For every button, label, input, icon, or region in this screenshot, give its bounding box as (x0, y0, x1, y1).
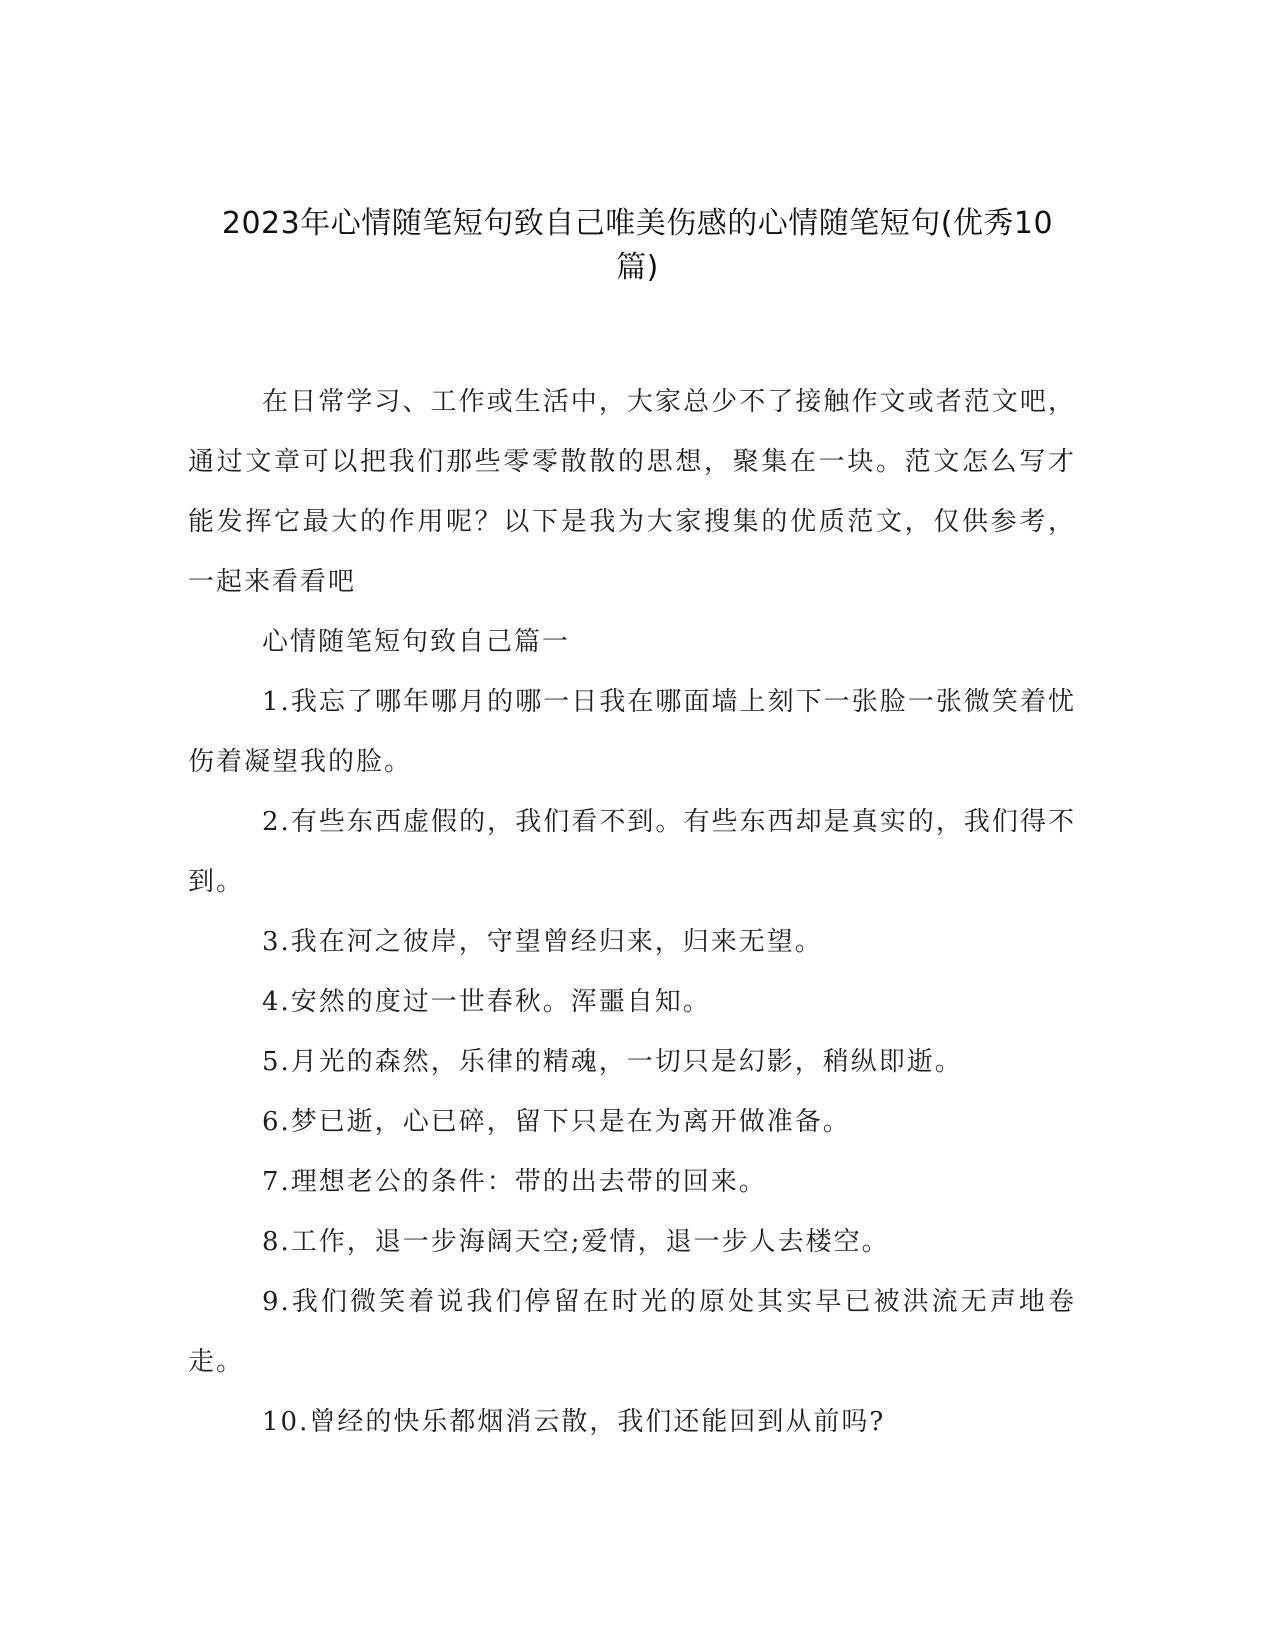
document-title (150, 202, 1125, 290)
list-item: 3.我在河之彼岸，守望曾经归来，归来无望。 (262, 927, 823, 957)
section-heading: 心情随笔短句致自己篇一 (262, 627, 571, 657)
list-item: 2.有些东西虚假的，我们看不到。有些东西却是真实的，我们得不到。 (188, 807, 1076, 897)
title-line-1: 2023年心情随笔短句致自己唯美伤感的心情随笔短句(优秀10 (221, 206, 1054, 241)
list-item: 5.月光的森然，乐律的精魂，一切只是幻影，稍纵即逝。 (262, 1047, 963, 1077)
document-body (188, 372, 1076, 1452)
list-item: 1.我忘了哪年哪月的哪一日我在哪面墙上刻下一张脸一张微笑着忧伤着凝望我的脸。 (188, 687, 1076, 777)
title-line-2: 篇) (616, 250, 659, 285)
intro-paragraph: 在日常学习、工作或生活中，大家总少不了接触作文或者范文吧，通过文章可以把我们那些零零散散的思想，聚集在一块。范文怎么写才能发挥它最大的作用呢？以下是我为大家搜集的优质范文，仅供参考，一起来看看吧 (188, 387, 1076, 597)
list-item: 7.理想老公的条件：带的出去带的回来。 (262, 1167, 767, 1197)
list-item: 6.梦已逝，心已碎，留下只是在为离开做准备。 (262, 1107, 851, 1137)
list-item: 8.工作，退一步海阔天空;爱情，退一步人去楼空。 (262, 1227, 890, 1257)
list-item: 4.安然的度过一世春秋。浑噩自知。 (262, 987, 711, 1017)
list-item: 9.我们微笑着说我们停留在时光的原处其实早已被洪流无声地卷走。 (188, 1287, 1076, 1377)
list-item: 10.曾经的快乐都烟消云散，我们还能回到从前吗? (262, 1407, 886, 1437)
